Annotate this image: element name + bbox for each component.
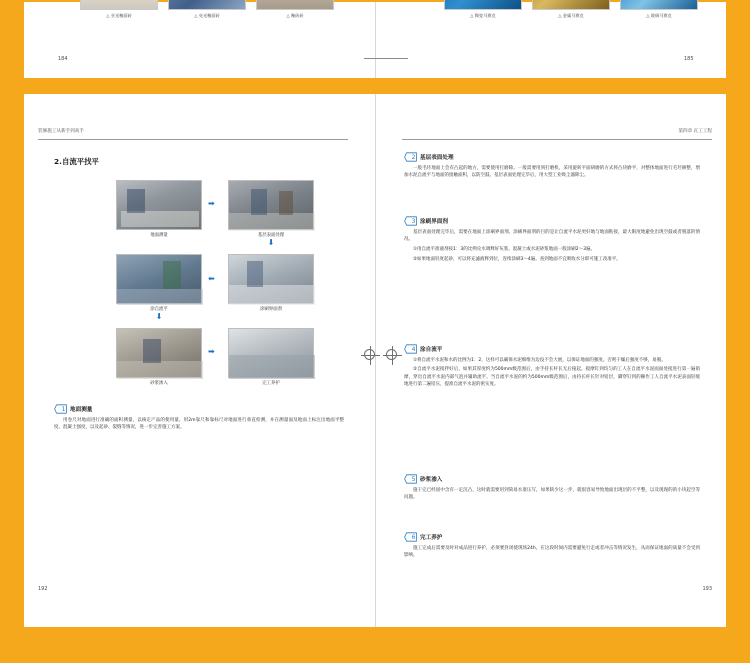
step-block-2	[404, 152, 700, 179]
step-paragraph: 一般毛坯地面上会有凸起的地方，需要使用打磨除。一般需要用到打磨机，采用旋转平面研磨的方式将凸块磨平，对整体地面进行毛坯修整，增加水泥自流平与地面的接触面积，以防空鼓。基层表面处理完毕后，用大型工业吸尘器除尘。	[404, 165, 700, 178]
flow-arrow-right-2: ➡	[208, 347, 215, 356]
header-rule-left	[38, 139, 348, 140]
spread-pages-184-185	[24, 2, 726, 78]
running-head-left: 装修施工从新手到高手	[38, 129, 84, 134]
material-caption: △ 陶瓷马赛克	[470, 13, 496, 18]
step-heading-2	[404, 152, 700, 162]
step-number-badge-icon	[404, 532, 417, 542]
flow-arrow-left-1: ➡	[208, 274, 215, 283]
svg-text:6: 6	[411, 534, 416, 542]
step-title-2: 基层表面处理	[420, 155, 454, 161]
flow-photo-4	[228, 254, 314, 312]
flow-caption-6: 完工养护	[262, 381, 280, 386]
step-number-badge-icon	[404, 344, 417, 354]
step-paragraph: ②如果地面轻度起砂，可以将充滤液释到位，连续涂刷3～4遍。查到地面不宜吸收水分即可施工改准平。	[413, 256, 621, 262]
registration-mark-left	[364, 58, 386, 59]
flow-arrow-down-2: ➡	[154, 312, 164, 320]
step-paragraph: 施干完已经固中含有一定沉凸，这时就需要用到简易水准压写，如果缺少这一步，就很容易导致地面出现层的不平整，以及现现的的小块起空等问题。	[404, 487, 700, 500]
spread-pages-192-193	[24, 94, 726, 627]
flow-arrow-right-1: ➡	[208, 199, 215, 208]
material-tile	[256, 0, 334, 19]
step-title-5: 砂浆渗入	[420, 477, 443, 483]
material-tile	[168, 0, 246, 19]
step-number-badge-icon	[54, 404, 67, 414]
step-title-3: 涂刷界面剂	[420, 219, 448, 225]
tile-row-right	[444, 0, 698, 19]
folio-185: 185	[684, 56, 694, 62]
step-paragraph: 基层表面处理完毕后，需要在地面上涂刷界面剂。涂刷界面剂的目的是让自流平水泥更好地与地面粘接，最大限度地避免出现空鼓或者脱落的情况。	[404, 229, 700, 242]
step-block-3	[404, 216, 700, 263]
material-swatch	[256, 0, 334, 10]
flow-photo-6	[228, 328, 314, 386]
svg-text:3: 3	[411, 218, 416, 226]
frame-band-bottom	[0, 627, 750, 663]
section-title: 2.自流平找平	[54, 157, 99, 166]
header-rule-right	[402, 139, 712, 140]
step-heading-1	[54, 404, 344, 414]
step-title-6: 完工养护	[420, 535, 443, 541]
flow-photo-2	[228, 180, 314, 238]
running-head-right: 第四章 瓦工工程	[678, 129, 712, 134]
page-193	[376, 94, 726, 627]
frame-band-left	[0, 0, 24, 663]
material-caption: △ 亮光釉面砖	[194, 13, 220, 18]
material-swatch	[168, 0, 246, 10]
step-block-1	[54, 404, 344, 431]
spread-gutter-top	[375, 2, 376, 78]
flow-caption-1: 地面测量	[150, 233, 168, 238]
step-number-badge-icon	[404, 216, 417, 226]
folio-192: 192	[38, 586, 48, 592]
step-heading-3	[404, 216, 700, 226]
svg-text:1: 1	[61, 406, 66, 414]
material-tile	[444, 0, 522, 19]
material-swatch	[620, 0, 698, 10]
page-192	[24, 94, 375, 627]
step-paragraph: ②自流平水泥搅拌好后，如果其厚度约为500mm级范围后，由手持长杆长无后拖起。搅摩钉到均匀的工人在自流平水泥面面处搅进行第一遍销摩，穿出自流平水泥内部气泡并辅助流平。当自流平水泥的约为500mm级范围后，由持长杆长针对铅层，脚穿钉到的操作工人自流平水泥表面轻缓地进行第二遍铅压，提准自流平水泥的密实度。	[404, 367, 700, 388]
flow-caption-2: 基层表面处理	[257, 233, 285, 238]
flow-arrow-down-1: ➡	[266, 238, 276, 246]
material-swatch	[444, 0, 522, 10]
step-paragraph: 施工完成后需要及时对成品进行养护，必须要封闭使现场24h，在这段时间内需要避免行走或者冲击等情况发生，从而保证地面的质量不会受到影响。	[404, 545, 700, 558]
material-swatch	[80, 0, 158, 10]
frame-band-right	[726, 0, 750, 663]
step-number-badge-icon	[404, 152, 417, 162]
folio-193: 193	[702, 586, 712, 592]
step-paragraph: ①用自流平准液剂按1：3的比例兑水调释好灰浆。混凝土或水泥砂浆地面一般涂刷2～3遍。	[413, 246, 595, 252]
tile-row-left	[80, 0, 334, 19]
registration-mark-right	[386, 58, 408, 59]
step-paragraph: 用卷尺对地面进行准确的面积测量，以核定产品的使用量。用2m靠尺和靠标尺对地面进行垂直检测，并在测量面及地面上标注出地面平整度、混凝土强度，以及起砂、裂缝等情况，进一步完善施工方案。	[54, 417, 344, 430]
step-block-4	[404, 344, 700, 389]
material-tile	[620, 0, 698, 19]
material-caption: △ 玻璃马赛克	[646, 13, 672, 18]
svg-text:4: 4	[411, 346, 416, 354]
step-heading-6	[404, 532, 700, 542]
flow-caption-3: 涂自流平	[150, 307, 168, 312]
flow-photo-3	[116, 254, 202, 312]
step-block-5	[404, 474, 700, 501]
step-block-6	[404, 532, 700, 559]
step-number-badge-icon	[404, 474, 417, 484]
flow-caption-5: 砂浆渗入	[150, 381, 168, 386]
material-caption: △ 釉砖砖	[286, 13, 304, 18]
step-title-1: 地面测量	[70, 407, 93, 413]
svg-text:2: 2	[411, 154, 416, 162]
folio-184: 184	[58, 56, 68, 62]
material-swatch	[532, 0, 610, 10]
flow-caption-4: 涂刷界面剂	[260, 307, 282, 312]
step-heading-4	[404, 344, 700, 354]
step-title-4: 涂自流平	[420, 347, 443, 353]
material-tile	[532, 0, 610, 19]
step-heading-5	[404, 474, 700, 484]
step-paragraph: ①将自流平水泥和水的比例为1：2，这样可以确保水泥细维为边没不会大展，以保证地面的强度。否则干燥后强度不够，易脱。	[413, 357, 666, 363]
material-caption: △ 金属马赛克	[558, 13, 584, 18]
svg-text:5: 5	[411, 476, 416, 484]
frame-band-middle	[24, 78, 726, 94]
flow-photo-5	[116, 328, 202, 386]
flow-photo-1	[116, 180, 202, 238]
material-caption: △ 亚光釉面砖	[106, 13, 132, 18]
material-tile	[80, 0, 158, 19]
